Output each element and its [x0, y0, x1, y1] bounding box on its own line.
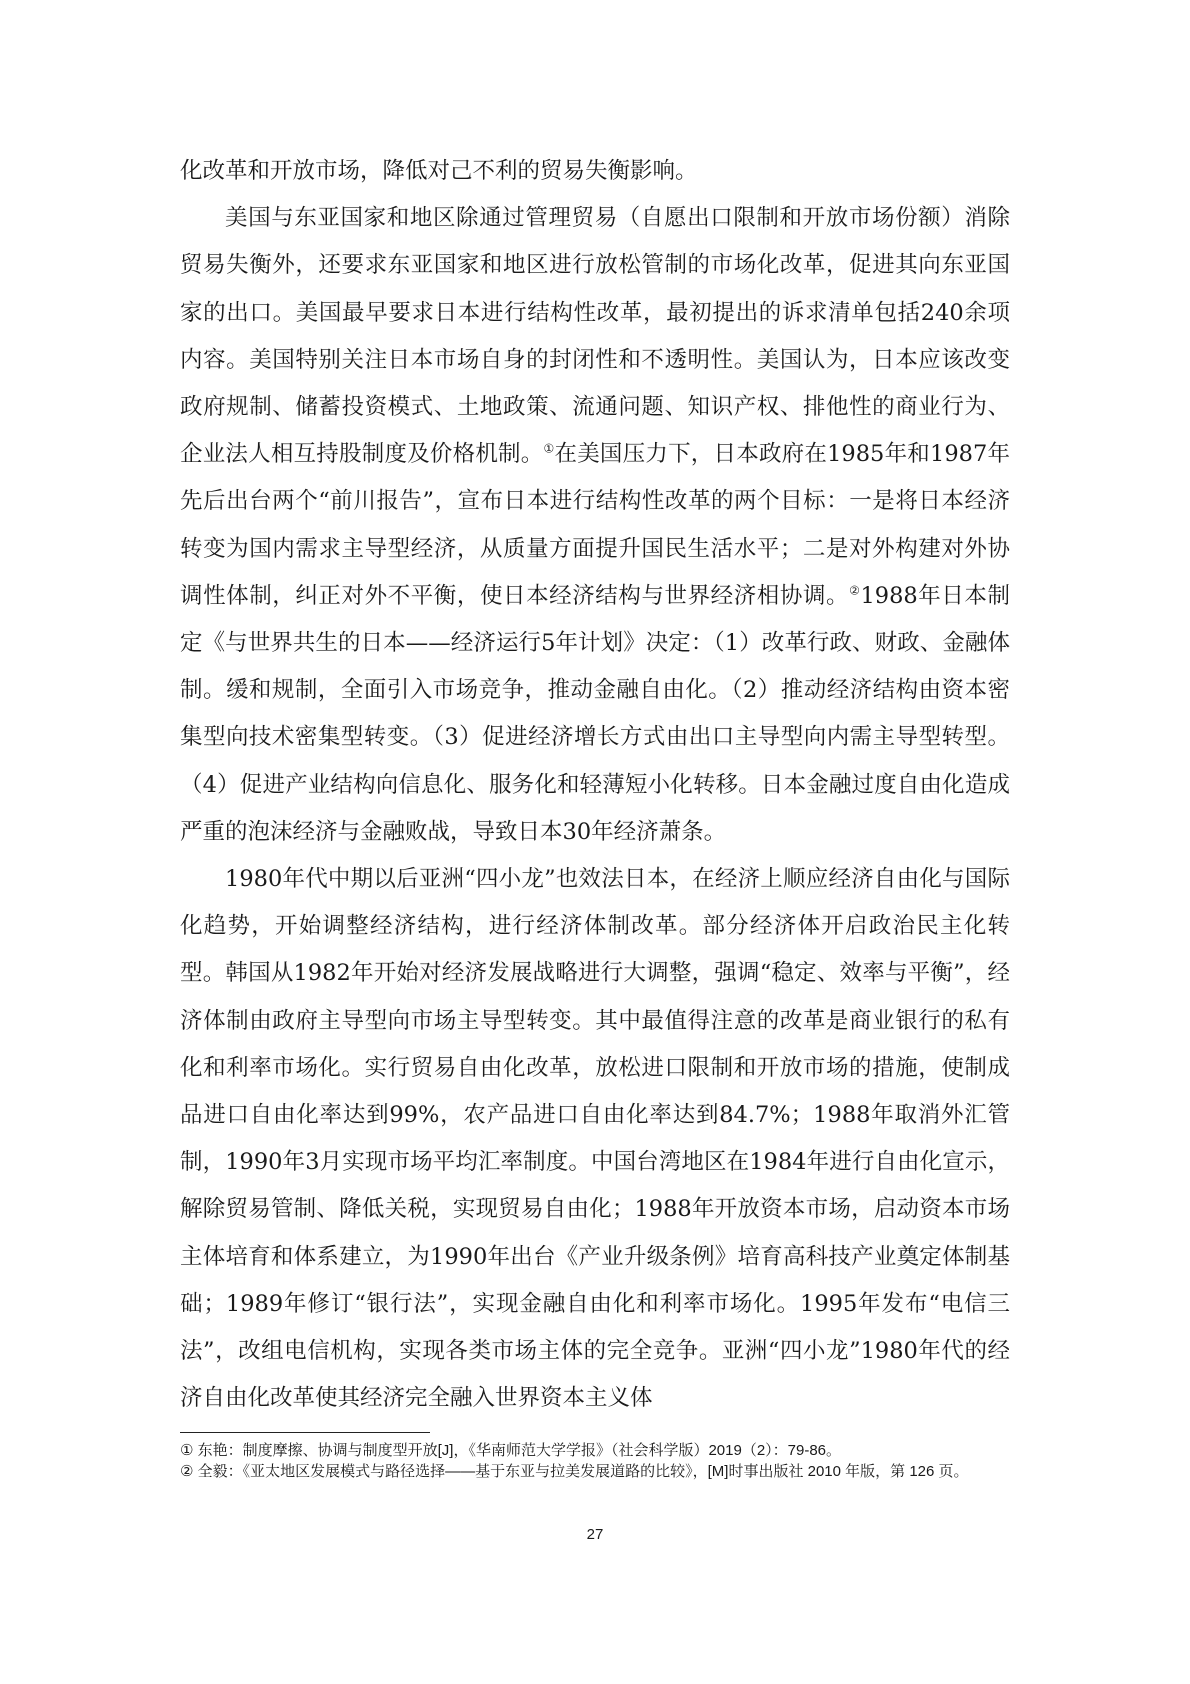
paragraph-us-east-asia	[180, 195, 1010, 856]
footnotes	[180, 1440, 1010, 1482]
paragraph-four-dragons	[180, 856, 1010, 1422]
paragraph-text: 在美国压力下，日本政府在1985年和1987年先后出台两个“前川报告”，宣布日本进行结构性改革的两个目标：一是将日本经济转变为国内需求主导型经济，从质量方面提升国民生活水平；二是对外构建对外协调性体制，纠正对外不平衡，使日本经济结构与世界经济相协调。	[180, 441, 1010, 609]
footnote-2: ② 全毅：《亚太地区发展模式与路径选择——基于东亚与拉美发展道路的比较》，[M]时事出版社 2010 年版，第 126 页。	[180, 1463, 969, 1480]
paragraph-text: 美国与东亚国家和地区除通过管理贸易（自愿出口限制和开放市场份额）消除贸易失衡外，还要求东亚国家和地区进行放松管制的市场化改革，促进其向东亚国家的出口。美国最早要求日本进行结构性改革，最初提出的诉求清单包括240余项内容。美国特别关注日本市场自身的封闭性和不透明性。美国认为，日本应该改变政府规制、储蓄投资模式、土地政策、流通问题、知识产权、排他性的商业行为、企业法人相互持股制度及价格机制。	[180, 205, 1010, 468]
paragraph-text: 1988年日本制定《与世界共生的日本——经济运行5年计划》决定：（1）改革行政、财政、金融体制。缓和规制，全面引入市场竞争，推动金融自由化。（2）推动经济结构由资本密集型向技术密集型转变。（3）促进经济增长方式由出口主导型向内需主导型转型。（4）促进产业结构向信息化、服务化和轻薄短小化转移。日本金融过度自由化造成严重的泡沫经济与金融败战，导致日本30年经济萧条。	[180, 582, 1010, 845]
footnote-separator	[180, 1432, 430, 1433]
paragraph-text: 化改革和开放市场，降低对己不利的贸易失衡影响。	[180, 158, 698, 184]
footnote-ref-2[interactable]: ②	[849, 583, 861, 598]
paragraph-continuation	[180, 148, 1010, 195]
footnote-ref-1[interactable]: ①	[543, 441, 555, 456]
page-number: 27	[586, 1526, 604, 1543]
body-text	[180, 148, 1010, 1422]
footnote-1: ① 东艳：制度摩擦、协调与制度型开放[J]，《华南师范大学学报》（社会科学版）2019（2）：79-86。	[180, 1442, 842, 1459]
paragraph-text: 1980年代中期以后亚洲“四小龙”也效法日本，在经济上顺应经济自由化与国际化趋势，开始调整经济结构，进行经济体制改革。部分经济体开启政治民主化转型。韩国从1982年开始对经济发展战略进行大调整，强调“稳定、效率与平衡”，经济体制由政府主导型向市场主导型转变。其中最值得注意的改革是商业银行的私有化和利率市场化。实行贸易自由化改革，放松进口限制和开放市场的措施，使制成品进口自由化率达到99%，农产品进口自由化率达到84.7%；1988年取消外汇管制，1990年3月实现市场平均汇率制度。中国台湾地区在1984年进行自由化宣示，解除贸易管制、降低关税，实现贸易自由化；1988年开放资本市场，启动资本市场主体培育和体系建立，为1990年出台《产业升级条例》培育高科技产业奠定体制基础；1989年修订“银行法”，实现金融自由化和利率市场化。1995年发布“电信三法”，改组电信机构，实现各类市场主体的完全竞争。亚洲“四小龙”1980年代的经济自由化改革使其经济完全融入世界资本主义体	[180, 866, 1010, 1412]
